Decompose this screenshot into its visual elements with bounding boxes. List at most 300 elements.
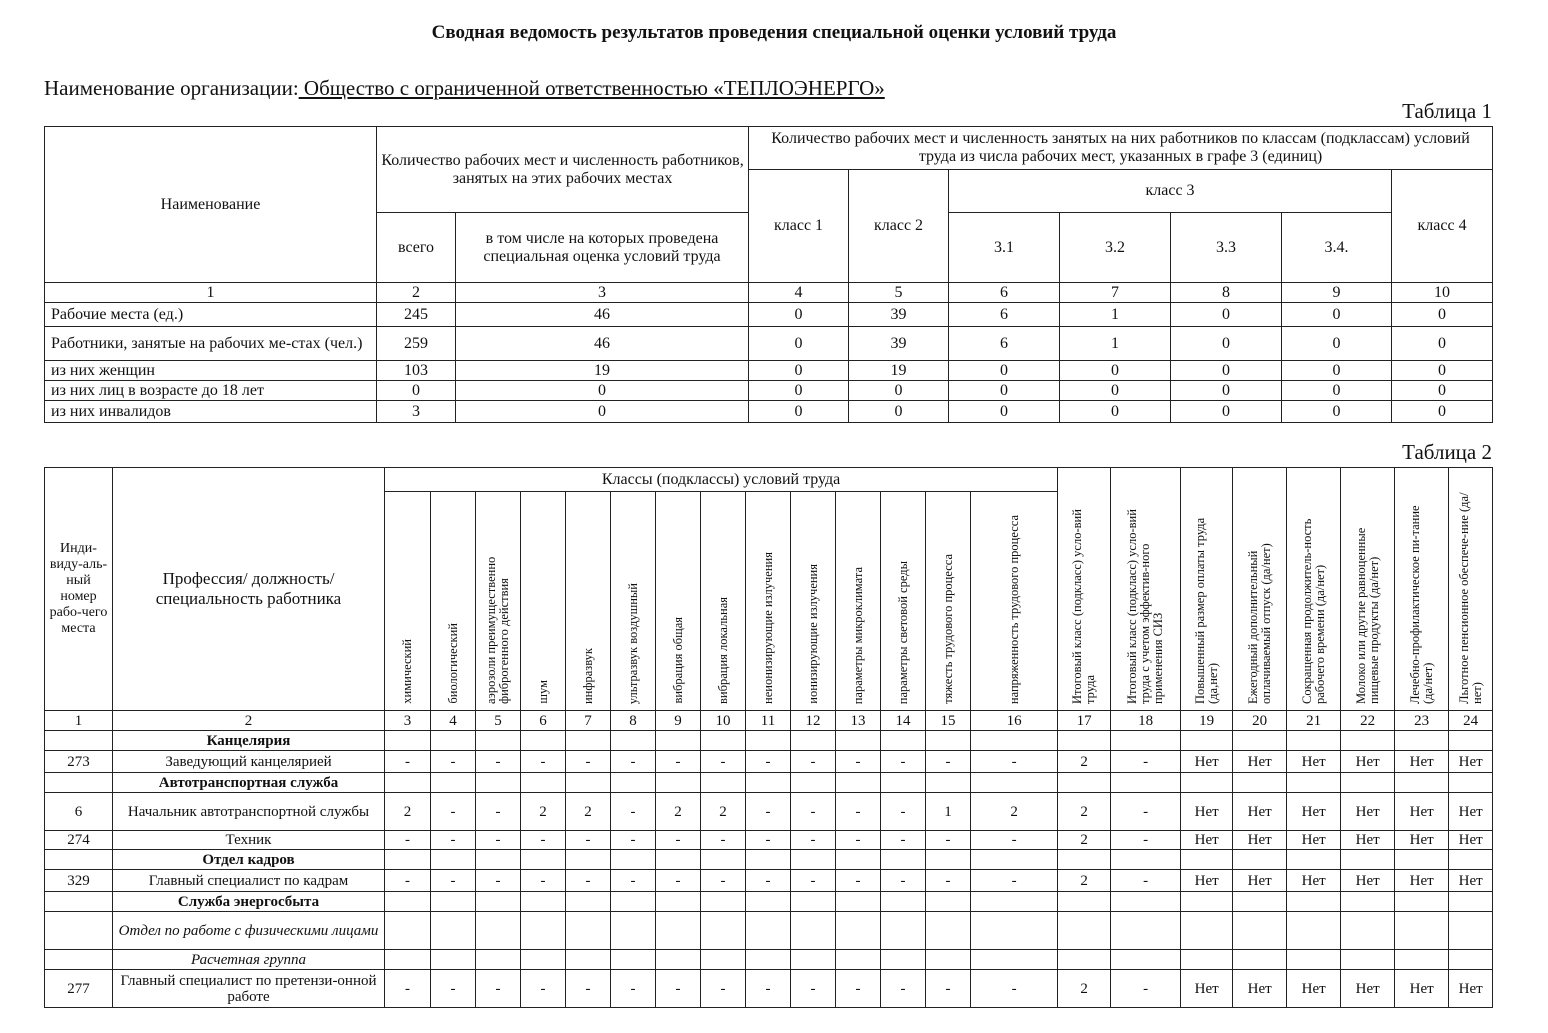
- t2-header-factor-14: [971, 492, 1058, 711]
- empty-cell: [701, 731, 746, 751]
- t2-header-extra-8: [1449, 468, 1493, 711]
- cell-value: -: [566, 870, 611, 892]
- empty-cell: [521, 773, 566, 793]
- empty-cell: [746, 892, 791, 912]
- t2-header-factor-4: [521, 492, 566, 711]
- empty-cell: [971, 850, 1058, 870]
- t2-header-extra-6: [1341, 468, 1395, 711]
- empty-cell: [1341, 850, 1395, 870]
- table-row: [45, 327, 1493, 361]
- empty-cell: [926, 731, 971, 751]
- empty-cell: [836, 912, 881, 950]
- empty-cell: [881, 892, 926, 912]
- cell-value: 0: [749, 327, 849, 361]
- column-number: 16: [971, 711, 1058, 731]
- cell-value: Нет: [1181, 831, 1233, 850]
- cell-value: Нет: [1395, 793, 1449, 831]
- empty-cell: [1058, 892, 1111, 912]
- empty-cell: [45, 773, 113, 793]
- empty-cell: [656, 850, 701, 870]
- row-label: из них женщин: [45, 361, 377, 381]
- empty-cell: [1287, 731, 1341, 751]
- t2-header-factor-5: [566, 492, 611, 711]
- cell-value: -: [881, 870, 926, 892]
- empty-cell: [656, 773, 701, 793]
- empty-cell: [566, 773, 611, 793]
- t2-header-factor-11: [836, 492, 881, 711]
- t2-header-extra-1: [1058, 468, 1111, 711]
- t1-header-sout: в том числе на которых проведена специальная оценка условий труда: [456, 213, 749, 283]
- t1-header-class1: класс 1: [749, 170, 849, 283]
- empty-cell: [1233, 892, 1287, 912]
- t1-header-3-4: 3.4.: [1282, 213, 1392, 283]
- empty-cell: [521, 850, 566, 870]
- cell-value: 3: [377, 401, 456, 423]
- empty-cell: [385, 912, 431, 950]
- cell-value: Нет: [1233, 870, 1287, 892]
- cell-value: -: [656, 831, 701, 850]
- column-number: 11: [746, 711, 791, 731]
- empty-cell: [1287, 950, 1341, 970]
- empty-cell: [971, 773, 1058, 793]
- cell-value: -: [926, 751, 971, 773]
- row-label: из них лиц в возрасте до 18 лет: [45, 381, 377, 401]
- t2-header-id: Инди-виду-аль-ный номер рабо-чего места: [45, 468, 113, 711]
- empty-cell: [476, 950, 521, 970]
- cell-value: -: [701, 970, 746, 1008]
- cell-value: 39: [849, 327, 949, 361]
- empty-cell: [476, 850, 521, 870]
- cell-value: -: [656, 970, 701, 1008]
- empty-cell: [1449, 892, 1493, 912]
- empty-cell: [701, 850, 746, 870]
- column-number: 3: [456, 283, 749, 303]
- cell-value: 2: [701, 793, 746, 831]
- section-row: [45, 773, 1493, 793]
- vertical-header-text: ультразвук воздушный: [625, 582, 640, 704]
- empty-cell: [431, 950, 476, 970]
- empty-cell: [791, 912, 836, 950]
- column-number: 14: [881, 711, 926, 731]
- cell-value: 2: [1058, 751, 1111, 773]
- empty-cell: [476, 912, 521, 950]
- cell-value: -: [881, 970, 926, 1008]
- cell-value: 46: [456, 303, 749, 327]
- t2-header-extra-2: [1111, 468, 1181, 711]
- t2-header-factor-10: [791, 492, 836, 711]
- empty-cell: [1233, 912, 1287, 950]
- cell-value: -: [746, 970, 791, 1008]
- empty-cell: [1111, 731, 1181, 751]
- cell-value: -: [656, 751, 701, 773]
- empty-cell: [1395, 892, 1449, 912]
- cell-value: -: [746, 793, 791, 831]
- cell-value: 0: [1171, 401, 1282, 423]
- cell-value: Нет: [1233, 970, 1287, 1008]
- cell-value: -: [566, 831, 611, 850]
- cell-value: -: [1111, 970, 1181, 1008]
- cell-value: -: [971, 970, 1058, 1008]
- row-label: из них инвалидов: [45, 401, 377, 423]
- cell-value: -: [521, 831, 566, 850]
- empty-cell: [701, 773, 746, 793]
- section-title: Служба энергосбыта: [113, 892, 385, 912]
- cell-value: -: [1111, 793, 1181, 831]
- empty-cell: [385, 731, 431, 751]
- empty-cell: [656, 892, 701, 912]
- empty-cell: [1058, 731, 1111, 751]
- cell-value: Нет: [1287, 970, 1341, 1008]
- empty-cell: [791, 892, 836, 912]
- empty-cell: [1181, 892, 1233, 912]
- cell-value: -: [791, 831, 836, 850]
- empty-cell: [566, 950, 611, 970]
- cell-value: 19: [456, 361, 749, 381]
- vertical-header-text: биологический: [445, 623, 460, 704]
- cell-value: -: [476, 831, 521, 850]
- cell-value: -: [1111, 870, 1181, 892]
- empty-cell: [1181, 950, 1233, 970]
- column-number: 7: [1060, 283, 1171, 303]
- empty-cell: [385, 773, 431, 793]
- cell-value: Нет: [1395, 751, 1449, 773]
- profession-name: Начальник автотранспортной службы: [113, 793, 385, 831]
- cell-value: -: [836, 751, 881, 773]
- cell-value: 2: [1058, 870, 1111, 892]
- empty-cell: [1287, 850, 1341, 870]
- cell-value: Нет: [1395, 970, 1449, 1008]
- column-number: 17: [1058, 711, 1111, 731]
- cell-value: -: [836, 793, 881, 831]
- cell-value: -: [476, 751, 521, 773]
- table-row: [45, 751, 1493, 773]
- empty-cell: [431, 773, 476, 793]
- cell-value: 0: [949, 381, 1060, 401]
- summary-table: [44, 126, 1493, 423]
- column-number: 19: [1181, 711, 1233, 731]
- workplace-id: 273: [45, 751, 113, 773]
- table-row: [45, 361, 1493, 381]
- empty-cell: [521, 950, 566, 970]
- cell-value: Нет: [1287, 870, 1341, 892]
- profession-name: Главный специалист по кадрам: [113, 870, 385, 892]
- cell-value: Нет: [1341, 751, 1395, 773]
- profession-name: Главный специалист по претензи-онной работе: [113, 970, 385, 1008]
- cell-value: -: [611, 793, 656, 831]
- column-number: 8: [1171, 283, 1282, 303]
- subsection-title: Отдел по работе с физическими лицами: [113, 912, 385, 950]
- cell-value: 0: [1392, 303, 1493, 327]
- vertical-header-text: Итоговый класс (подкласс) усло-вий труда с учетом эффектив-ного применения СИЗ: [1125, 509, 1166, 704]
- empty-cell: [926, 950, 971, 970]
- vertical-header-text: Итоговый класс (подкласс) усло-вий труда: [1070, 509, 1098, 704]
- column-number: 6: [521, 711, 566, 731]
- table1-label: Таблица 1: [1402, 99, 1492, 123]
- cell-value: 0: [1060, 381, 1171, 401]
- vertical-header-text: неионизирующие излучения: [760, 552, 775, 704]
- empty-cell: [431, 731, 476, 751]
- empty-cell: [45, 850, 113, 870]
- cell-value: -: [521, 870, 566, 892]
- column-number: 23: [1395, 711, 1449, 731]
- empty-cell: [881, 731, 926, 751]
- workplace-id: 6: [45, 793, 113, 831]
- t1-header-class3: класс 3: [949, 170, 1392, 213]
- empty-cell: [836, 950, 881, 970]
- t2-header-factor-6: [611, 492, 656, 711]
- cell-value: Нет: [1287, 793, 1341, 831]
- table-row: [45, 793, 1493, 831]
- cell-value: -: [431, 831, 476, 850]
- cell-value: Нет: [1449, 751, 1493, 773]
- cell-value: 0: [949, 361, 1060, 381]
- section-title: Автотранспортная служба: [113, 773, 385, 793]
- empty-cell: [521, 731, 566, 751]
- cell-value: 0: [1282, 381, 1392, 401]
- cell-value: 0: [949, 401, 1060, 423]
- cell-value: -: [791, 870, 836, 892]
- empty-cell: [746, 731, 791, 751]
- row-label: Работники, занятые на рабочих ме-стах (чел.): [45, 327, 377, 361]
- t2-header-extra-7: [1395, 468, 1449, 711]
- empty-cell: [881, 912, 926, 950]
- section-row: [45, 912, 1493, 950]
- column-number: 5: [849, 283, 949, 303]
- cell-value: 0: [1392, 401, 1493, 423]
- t1-header-class2: класс 2: [849, 170, 949, 283]
- vertical-header-text: параметры световой среды: [895, 560, 910, 704]
- subsection-title: Расчетная группа: [113, 950, 385, 970]
- cell-value: 2: [656, 793, 701, 831]
- cell-value: 0: [456, 381, 749, 401]
- empty-cell: [1111, 773, 1181, 793]
- cell-value: -: [385, 870, 431, 892]
- column-number: 12: [791, 711, 836, 731]
- cell-value: Нет: [1449, 970, 1493, 1008]
- cell-value: -: [971, 831, 1058, 850]
- t2-header-factor-12: [881, 492, 926, 711]
- cell-value: 245: [377, 303, 456, 327]
- empty-cell: [611, 773, 656, 793]
- table-row: [45, 831, 1493, 850]
- t2-header-factor-2: [431, 492, 476, 711]
- vertical-header-text: параметры микроклимата: [850, 566, 865, 704]
- empty-cell: [385, 950, 431, 970]
- empty-cell: [476, 731, 521, 751]
- cell-value: 19: [849, 361, 949, 381]
- vertical-header-text: Ежегодный дополнительный оплачиваемый отпуск (да/нет): [1245, 543, 1273, 704]
- empty-cell: [881, 950, 926, 970]
- t2-header-factor-3: [476, 492, 521, 711]
- empty-cell: [971, 731, 1058, 751]
- empty-cell: [431, 912, 476, 950]
- cell-value: Нет: [1287, 751, 1341, 773]
- column-number: 3: [385, 711, 431, 731]
- cell-value: 2: [566, 793, 611, 831]
- empty-cell: [746, 850, 791, 870]
- empty-cell: [1181, 850, 1233, 870]
- cell-value: 0: [1282, 303, 1392, 327]
- empty-cell: [1058, 850, 1111, 870]
- empty-cell: [566, 731, 611, 751]
- cell-value: 1: [926, 793, 971, 831]
- empty-cell: [1181, 912, 1233, 950]
- empty-cell: [836, 731, 881, 751]
- empty-cell: [701, 950, 746, 970]
- t1-header-name: Наименование: [45, 127, 377, 283]
- empty-cell: [1449, 912, 1493, 950]
- empty-cell: [971, 950, 1058, 970]
- empty-cell: [881, 850, 926, 870]
- vertical-header-text: тяжесть трудового процесса: [940, 554, 955, 704]
- t2-header-profession: Профессия/ должность/ специальность работника: [113, 468, 385, 711]
- column-number: 20: [1233, 711, 1287, 731]
- empty-cell: [566, 892, 611, 912]
- empty-cell: [385, 892, 431, 912]
- t1-body: [45, 303, 1493, 423]
- cell-value: Нет: [1181, 870, 1233, 892]
- cell-value: -: [746, 831, 791, 850]
- empty-cell: [611, 892, 656, 912]
- empty-cell: [1111, 912, 1181, 950]
- cell-value: 0: [1171, 303, 1282, 327]
- cell-value: 0: [1392, 327, 1493, 361]
- cell-value: -: [431, 793, 476, 831]
- cell-value: Нет: [1449, 831, 1493, 850]
- empty-cell: [566, 912, 611, 950]
- cell-value: -: [431, 751, 476, 773]
- t2-body: [45, 731, 1493, 1008]
- cell-value: 0: [1392, 361, 1493, 381]
- column-number: 4: [749, 283, 849, 303]
- table-row: [45, 381, 1493, 401]
- cell-value: -: [385, 831, 431, 850]
- empty-cell: [1395, 731, 1449, 751]
- empty-cell: [926, 892, 971, 912]
- empty-cell: [45, 892, 113, 912]
- empty-cell: [1449, 731, 1493, 751]
- cell-value: Нет: [1395, 831, 1449, 850]
- organization-line: [44, 76, 885, 101]
- workplaces-table: [44, 467, 1493, 1008]
- cell-value: 2: [1058, 831, 1111, 850]
- empty-cell: [1111, 850, 1181, 870]
- vertical-header-text: Повышенный размер оплаты труда (да,нет): [1192, 517, 1220, 704]
- vertical-header-text: Молоко или другие равноценные пищевые продукты (да/нет): [1353, 527, 1381, 704]
- empty-cell: [1111, 892, 1181, 912]
- empty-cell: [926, 773, 971, 793]
- cell-value: -: [611, 831, 656, 850]
- empty-cell: [45, 912, 113, 950]
- cell-value: Нет: [1181, 970, 1233, 1008]
- cell-value: -: [836, 970, 881, 1008]
- empty-cell: [881, 773, 926, 793]
- cell-value: -: [656, 870, 701, 892]
- cell-value: 259: [377, 327, 456, 361]
- cell-value: Нет: [1233, 793, 1287, 831]
- cell-value: -: [431, 970, 476, 1008]
- cell-value: 1: [1060, 327, 1171, 361]
- empty-cell: [1395, 773, 1449, 793]
- empty-cell: [926, 912, 971, 950]
- cell-value: -: [791, 970, 836, 1008]
- empty-cell: [836, 850, 881, 870]
- cell-value: -: [701, 870, 746, 892]
- column-number: 6: [949, 283, 1060, 303]
- cell-value: -: [881, 751, 926, 773]
- vertical-header-text: напряженность трудового процесса: [1006, 514, 1021, 704]
- cell-value: Нет: [1449, 870, 1493, 892]
- cell-value: 0: [1171, 361, 1282, 381]
- cell-value: 0: [1060, 361, 1171, 381]
- empty-cell: [1395, 912, 1449, 950]
- cell-value: -: [926, 831, 971, 850]
- vertical-header-text: вибрация локальная: [715, 597, 730, 704]
- cell-value: 0: [849, 381, 949, 401]
- cell-value: -: [971, 870, 1058, 892]
- cell-value: 2: [1058, 970, 1111, 1008]
- empty-cell: [521, 912, 566, 950]
- empty-cell: [791, 950, 836, 970]
- table-row: [45, 970, 1493, 1008]
- t1-column-numbers: [45, 283, 1493, 303]
- cell-value: Нет: [1395, 870, 1449, 892]
- column-number: 15: [926, 711, 971, 731]
- column-number: 18: [1111, 711, 1181, 731]
- cell-value: 2: [1058, 793, 1111, 831]
- cell-value: -: [476, 870, 521, 892]
- t2-header-extra-3: [1181, 468, 1233, 711]
- cell-value: -: [746, 870, 791, 892]
- empty-cell: [791, 773, 836, 793]
- t2-header-factor-9: [746, 492, 791, 711]
- t2-header-extra-4: [1233, 468, 1287, 711]
- cell-value: -: [431, 870, 476, 892]
- cell-value: -: [971, 751, 1058, 773]
- cell-value: 0: [1282, 327, 1392, 361]
- cell-value: Нет: [1287, 831, 1341, 850]
- cell-value: 103: [377, 361, 456, 381]
- empty-cell: [1181, 773, 1233, 793]
- column-number: 9: [1282, 283, 1392, 303]
- section-row: [45, 731, 1493, 751]
- column-number: 24: [1449, 711, 1493, 731]
- cell-value: Нет: [1449, 793, 1493, 831]
- cell-value: -: [521, 751, 566, 773]
- empty-cell: [431, 850, 476, 870]
- empty-cell: [746, 912, 791, 950]
- column-number: 9: [656, 711, 701, 731]
- cell-value: -: [701, 831, 746, 850]
- column-number: 7: [566, 711, 611, 731]
- cell-value: -: [926, 970, 971, 1008]
- cell-value: -: [791, 793, 836, 831]
- cell-value: Нет: [1233, 831, 1287, 850]
- column-number: 2: [113, 711, 385, 731]
- empty-cell: [1395, 950, 1449, 970]
- column-number: 5: [476, 711, 521, 731]
- empty-cell: [791, 731, 836, 751]
- empty-cell: [611, 912, 656, 950]
- empty-cell: [791, 850, 836, 870]
- section-row: [45, 950, 1493, 970]
- section-title: Канцелярия: [113, 731, 385, 751]
- workplace-id: 329: [45, 870, 113, 892]
- empty-cell: [1449, 950, 1493, 970]
- cell-value: -: [746, 751, 791, 773]
- cell-value: Нет: [1341, 870, 1395, 892]
- t1-header-3-1: 3.1: [949, 213, 1060, 283]
